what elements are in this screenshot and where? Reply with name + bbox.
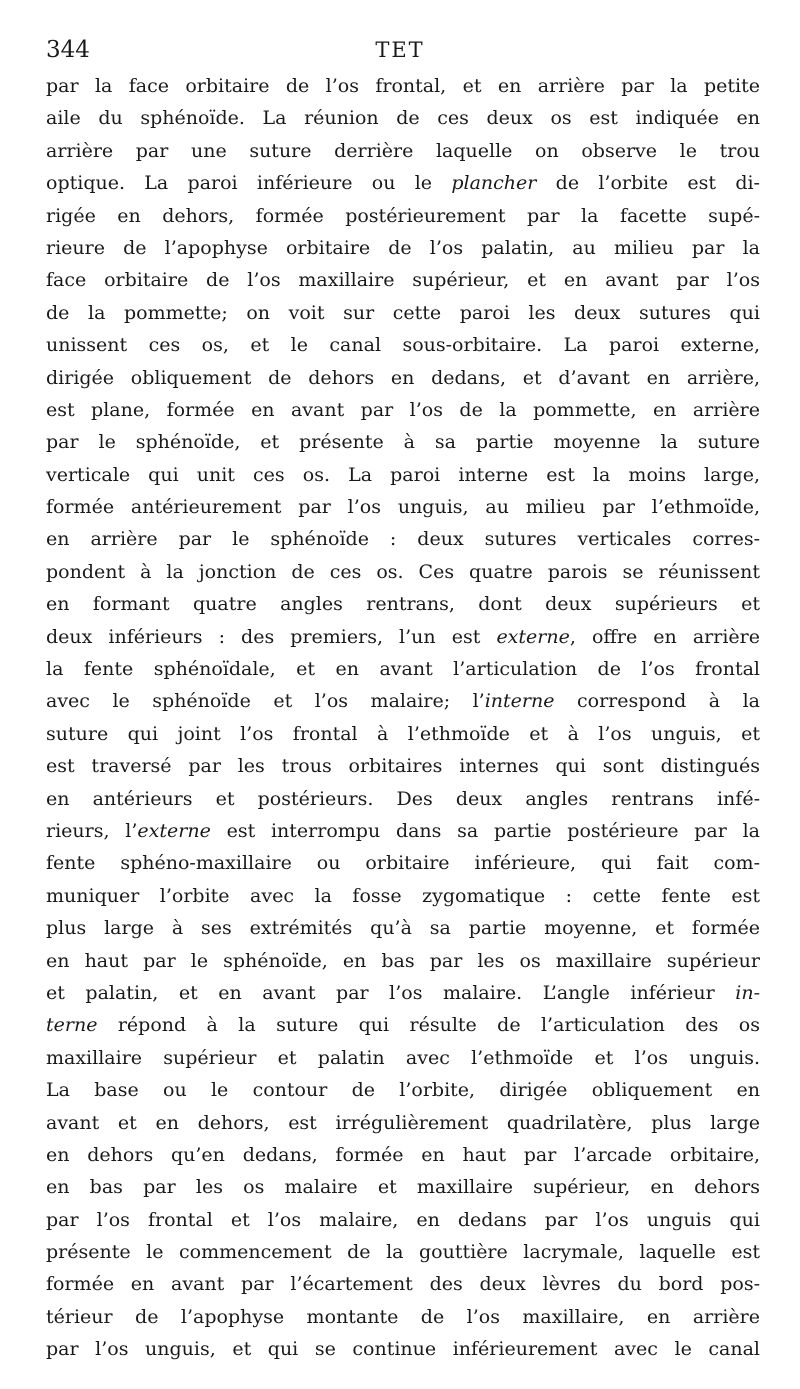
text-segment: formée antérieurement par l’os unguis, au milieu par l’ethmoïde,: [46, 496, 760, 519]
italic-term: plancher: [451, 172, 537, 195]
body-text: [46, 70, 760, 1366]
text-segment: unissent ces os, et le canal sous-orbitaire. La paroi externe,: [46, 334, 760, 357]
text-line: [46, 362, 760, 394]
text-segment: face orbitaire de l’os maxillaire supérieur, et en avant par l’os: [46, 269, 760, 292]
text-segment: dirigée obliquement de dehors en dedans, et d’avant en arrière,: [46, 366, 760, 389]
text-line: [46, 912, 760, 944]
page-number: 344: [46, 37, 90, 63]
text-segment: térieur de l’apophyse montante de l’os maxillaire, en arrière: [46, 1305, 760, 1328]
text-line: [46, 70, 760, 102]
text-line: [46, 880, 760, 912]
text-segment: aile du sphénoïde. La réunion de ces deux os est indiquée en: [46, 107, 760, 130]
text-segment: rieurs, l’: [46, 819, 138, 842]
text-segment: pondent à la jonction de ces os. Ces quatre parois se réunissent: [46, 560, 760, 583]
text-segment: par l’os unguis, et qui se continue inférieurement avec le canal: [46, 1338, 760, 1361]
text-line: [46, 1171, 760, 1203]
text-line: [46, 1301, 760, 1333]
text-line: [46, 1107, 760, 1139]
text-segment: avant et en dehors, est irrégulièrement quadrilatère, plus large: [46, 1111, 760, 1134]
text-line: [46, 621, 760, 653]
text-segment: optique. La paroi inférieure ou le: [46, 172, 452, 195]
running-head: [46, 34, 754, 66]
text-segment: rigée en dehors, formée postérieurement par la facette supé-: [46, 204, 760, 227]
text-segment: plus large à ses extrémités qu’à sa partie moyenne, et formée: [46, 917, 760, 940]
text-line: [46, 135, 760, 167]
text-line: [46, 459, 760, 491]
text-segment: est interrompu dans sa partie postérieure par la: [210, 819, 760, 842]
text-line: [46, 685, 760, 717]
text-line: [46, 329, 760, 361]
text-line: [46, 523, 760, 555]
text-segment: La base ou le contour de l’orbite, dirigée obliquement en: [46, 1079, 760, 1102]
text-line: [46, 718, 760, 750]
text-line: [46, 750, 760, 782]
text-line: [46, 200, 760, 232]
text-segment: de la pommette; on voit sur cette paroi les deux sutures qui: [46, 301, 760, 324]
text-line: [46, 1009, 760, 1041]
text-line: [46, 1042, 760, 1074]
text-segment: arrière par une suture derrière laquelle on observe le trou: [46, 139, 760, 162]
text-segment: et palatin, et en avant par l’os malaire. L’angle inférieur: [46, 981, 736, 1004]
text-segment: par la face orbitaire de l’os frontal, et en arrière par la petite: [46, 75, 760, 97]
text-segment: est traversé par les trous orbitaires internes qui sont distingués: [46, 755, 760, 778]
text-line: [46, 264, 760, 296]
text-line: [46, 1333, 760, 1365]
text-segment: en dehors qu’en dedans, formée en haut par l’arcade orbitaire,: [46, 1143, 760, 1166]
text-line: [46, 588, 760, 620]
text-segment: répond à la suture qui résulte de l’articulation des os: [97, 1014, 760, 1037]
text-segment: verticale qui unit ces os. La paroi interne est la moins large,: [46, 463, 760, 486]
text-segment: avec le sphénoïde et l’os malaire; l’: [46, 690, 485, 713]
text-line: [46, 1236, 760, 1268]
text-line: [46, 783, 760, 815]
italic-term: externe: [137, 819, 211, 842]
text-line: [46, 297, 760, 329]
text-line: [46, 167, 760, 199]
text-line: [46, 232, 760, 264]
italic-term: interne: [484, 690, 555, 713]
text-line: [46, 491, 760, 523]
text-line: [46, 102, 760, 134]
text-segment: par l’os frontal et l’os malaire, en dedans par l’os unguis qui: [46, 1208, 760, 1231]
text-line: [46, 1204, 760, 1236]
text-segment: correspond à la: [554, 690, 760, 713]
text-segment: rieure de l’apophyse orbitaire de l’os palatin, au milieu par la: [46, 236, 760, 259]
text-segment: formée en avant par l’écartement des deux lèvres du bord pos-: [46, 1273, 760, 1296]
text-segment: maxillaire supérieur et palatin avec l’ethmoïde et l’os unguis.: [46, 1046, 760, 1069]
italic-term: in-: [735, 981, 760, 1004]
text-line: [46, 847, 760, 879]
text-line: [46, 1139, 760, 1171]
text-segment: suture qui joint l’os frontal à l’ethmoïde et à l’os unguis, et: [46, 722, 760, 745]
text-segment: en formant quatre angles rentrans, dont deux supérieurs et: [46, 593, 760, 616]
text-line: [46, 815, 760, 847]
text-segment: deux inférieurs : des premiers, l’un est: [46, 625, 497, 648]
text-segment: en bas par les os malaire et maxillaire supérieur, en dehors: [46, 1176, 760, 1199]
text-line: [46, 394, 760, 426]
text-line: [46, 1074, 760, 1106]
text-segment: de l’orbite est di-: [536, 172, 760, 195]
text-segment: en antérieurs et postérieurs. Des deux angles rentrans infé-: [46, 787, 760, 810]
text-segment: en arrière par le sphénoïde : deux sutures verticales corres-: [46, 528, 760, 551]
text-segment: muniquer l’orbite avec la fosse zygomatique : cette fente est: [46, 884, 760, 907]
running-title: TET: [375, 38, 425, 62]
text-line: [46, 977, 760, 1009]
text-line: [46, 945, 760, 977]
text-line: [46, 556, 760, 588]
text-segment: présente le commencement de la gouttière lacrymale, laquelle est: [46, 1241, 760, 1264]
text-segment: par le sphénoïde, et présente à sa partie moyenne la suture: [46, 431, 760, 454]
italic-term: terne: [46, 1014, 98, 1037]
italic-term: externe: [496, 625, 570, 648]
text-line: [46, 426, 760, 458]
text-segment: en haut par le sphénoïde, en bas par les os maxillaire supérieur: [46, 949, 760, 972]
text-segment: est plane, formée en avant par l’os de la pommette, en arrière: [46, 398, 760, 421]
text-line: [46, 1268, 760, 1300]
text-segment: fente sphéno-maxillaire ou orbitaire inférieure, qui fait com-: [46, 852, 760, 875]
text-segment: la fente sphénoïdale, et en avant l’articulation de l’os frontal: [46, 658, 760, 681]
text-line: [46, 653, 760, 685]
text-segment: , offre en arrière: [569, 625, 760, 648]
